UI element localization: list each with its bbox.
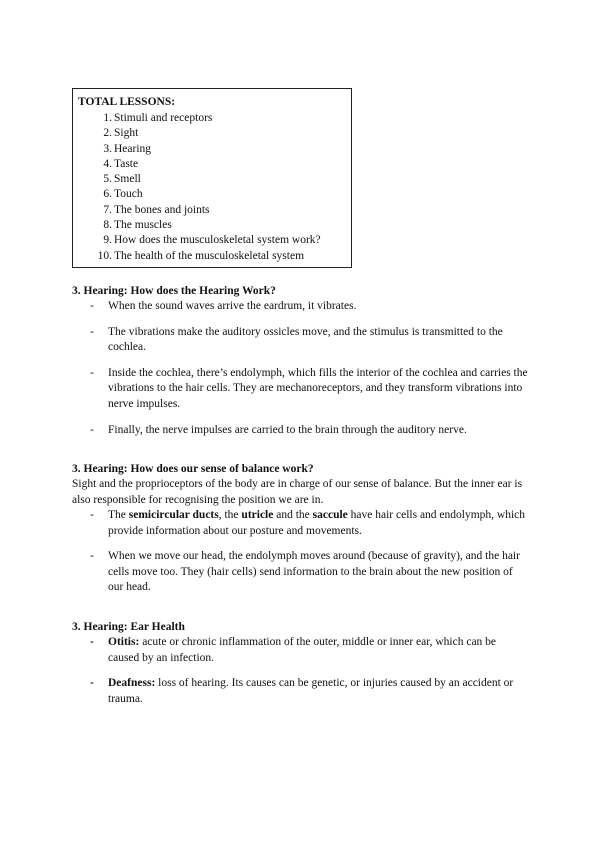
- lessons-box: [72, 88, 352, 268]
- list-item: - The semicircular ducts, the utricle and the saccule have hair cells and endolymph, which provide information about our posture and movements.: [90, 509, 526, 537]
- list-item: - The vibrations make the auditory ossicles move, and the stimulus is transmitted to the cochlea.: [90, 325, 503, 354]
- lessons-list: [78, 111, 351, 264]
- list-item: 3. Hearing: [103, 142, 152, 155]
- list-item: 4. Taste: [103, 157, 139, 170]
- list-item: 10. The health of the musculoskeletal system: [97, 249, 305, 262]
- lessons-title: TOTAL LESSONS:: [78, 96, 176, 108]
- bullet-list: [72, 299, 528, 438]
- term-saccule: saccule: [312, 509, 348, 521]
- section-title: 3. Hearing: How does the Hearing Work?: [72, 285, 276, 297]
- list-item: - When the sound waves arrive the eardrum, it vibrates.: [90, 300, 357, 312]
- section-ear-health: [72, 620, 528, 707]
- list-item: 8. The muscles: [103, 219, 172, 232]
- list-item: 5. Smell: [103, 173, 141, 186]
- section-hearing-work: [72, 284, 528, 438]
- section-title: 3. Hearing: How does our sense of balance work?: [72, 463, 314, 475]
- list-item: - Deafness: loss of hearing. Its causes can be genetic, or injuries caused by an accident or trauma.: [90, 677, 514, 705]
- list-item: 1. Stimuli and receptors: [103, 112, 213, 124]
- term-deafness: Deafness:: [108, 677, 156, 690]
- list-item: - When we move our head, the endolymph moves around (because of gravity), and the hair cells move too. They (hair cells) send information to the brain about the new position of our head.: [90, 550, 520, 594]
- list-item: - Finally, the nerve impulses are carried to the brain through the auditory nerve.: [90, 423, 467, 436]
- term-semicircular-ducts: semicircular ducts: [128, 509, 219, 521]
- list-item: - Inside the cochlea, there’s endolymph, which fills the interior of the cochlea and carries the vibrations to the hair cells. They are mechanoreceptors, and they transform vibrations into nerve impulses.: [90, 366, 528, 410]
- section-intro: Sight and the proprioceptors of the body are in charge of our sense of balance. But the inner ear is also responsible for recognising the position we are in.: [72, 478, 523, 506]
- bullet-list: [72, 635, 528, 707]
- term-utricle: utricle: [241, 509, 274, 521]
- bullet-list: [72, 508, 528, 596]
- list-item: 2. Sight: [103, 127, 139, 140]
- list-item: - Otitis: acute or chronic inflammation of the outer, middle or inner ear, which can be caused by an infection.: [90, 636, 497, 664]
- list-item: 7. The bones and joints: [103, 203, 210, 216]
- term-otitis: Otitis:: [108, 636, 140, 648]
- list-item: 9. How does the musculoskeletal system work?: [103, 234, 321, 247]
- section-title: 3. Hearing: Ear Health: [72, 621, 185, 633]
- section-balance: [72, 462, 528, 596]
- list-item: 6. Touch: [103, 188, 143, 201]
